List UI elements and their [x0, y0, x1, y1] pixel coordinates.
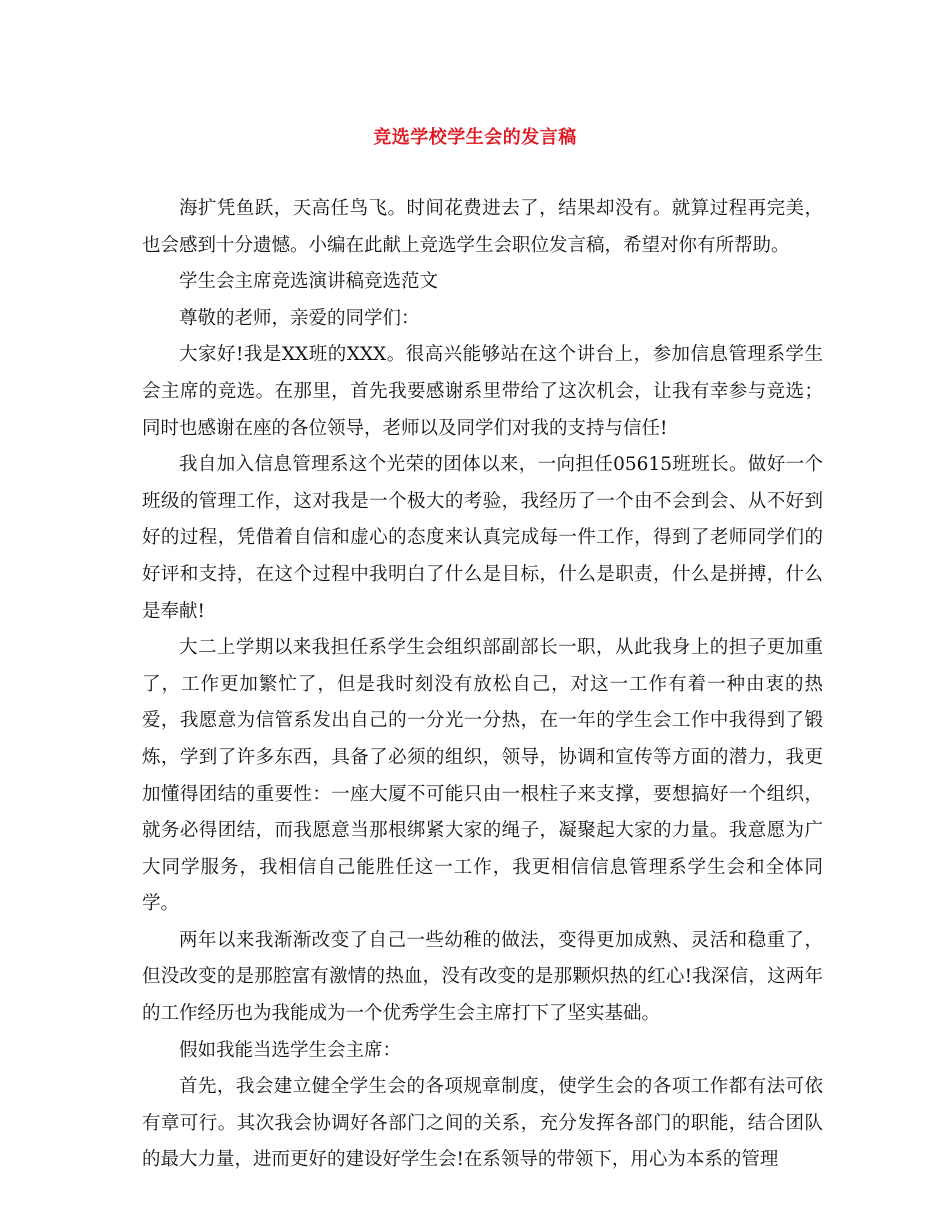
paragraph-student-union-work: 大二上学期以来我担任系学生会组织部副部长一职，从此我身上的担子更加重了，工作更加繁忙了，但是我时刻没有放松自己，对这一工作有着一种由衷的热爱，我愿意为信管系发出自己的一分光一分热，在一年的学生会工作中我得到了锻炼，学到了许多东西，具备了必须的组织，领导，协调和宣传等方面的潜力，我更加懂得团结的重要性：一座大厦不可能只由一根柱子来支撑，要想搞好一个组织，就务必得团结，而我愿意当那根绑紧大家的绳子，凝聚起大家的力量。我意愿为广大同学服务，我相信自己能胜任这一工作，我更相信信息管理系学生会和全体同学。 — [142, 637, 823, 915]
paragraph-experience: 我自加入信息管理系这个光荣的团体以来，一向担任05615班班长。做好一个班级的管理工作，这对我是一个极大的考验，我经历了一个由不会到会、从不好到好的过程，凭借着自信和虚心的态度来认真完成每一件工作，得到了老师同学们的好评和支持，在这个过程中我明白了什么是目标，什么是职责，什么是拼搏，什么是奉献! — [142, 454, 823, 622]
paragraph-intro: 海扩凭鱼跃，天高任鸟飞。时间花费进去了，结果却没有。就算过程再完美，也会感到十分遗憾。小编在此献上竞选学生会职位发言稿，希望对你有所帮助。 — [142, 198, 823, 256]
document-body — [142, 191, 823, 1179]
paragraph-subtitle: 学生会主席竞选演讲稿竞选范文 — [179, 271, 439, 293]
paragraph-salutation: 尊敬的老师，亲爱的同学们： — [179, 307, 420, 329]
paragraph-growth: 两年以来我渐渐改变了自己一些幼稚的做法，变得更加成熟、灵活和稳重了，但没改变的是那腔富有激情的热血，没有改变的是那颗炽热的红心!我深信，这两年的工作经历也为我能成为一个优秀学生会主席打下了坚实基础。 — [142, 929, 823, 1025]
document-title: 竞选学校学生会的发言稿 — [373, 127, 577, 148]
paragraph-plans: 首先，我会建立健全学生会的各项规章制度，使学生会的各项工作都有法可依有章可行。其次我会协调好各部门之间的关系，充分发挥各部门的职能，结合团队的最大力量，进而更好的建设好学生会!在系领导的带领下，用心为本系的管理 — [142, 1076, 823, 1171]
paragraph-if-elected: 假如我能当选学生会主席： — [179, 1039, 402, 1061]
paragraph-greeting: 大家好!我是XX班的XXX。很高兴能够站在这个讲台上，参加信息管理系学生会主席的竞选。在那里，首先我要感谢系里带给了这次机会，让我有幸参与竞选；同时也感谢在座的各位领导，老师以及同学们对我的支持与信任! — [142, 344, 823, 439]
